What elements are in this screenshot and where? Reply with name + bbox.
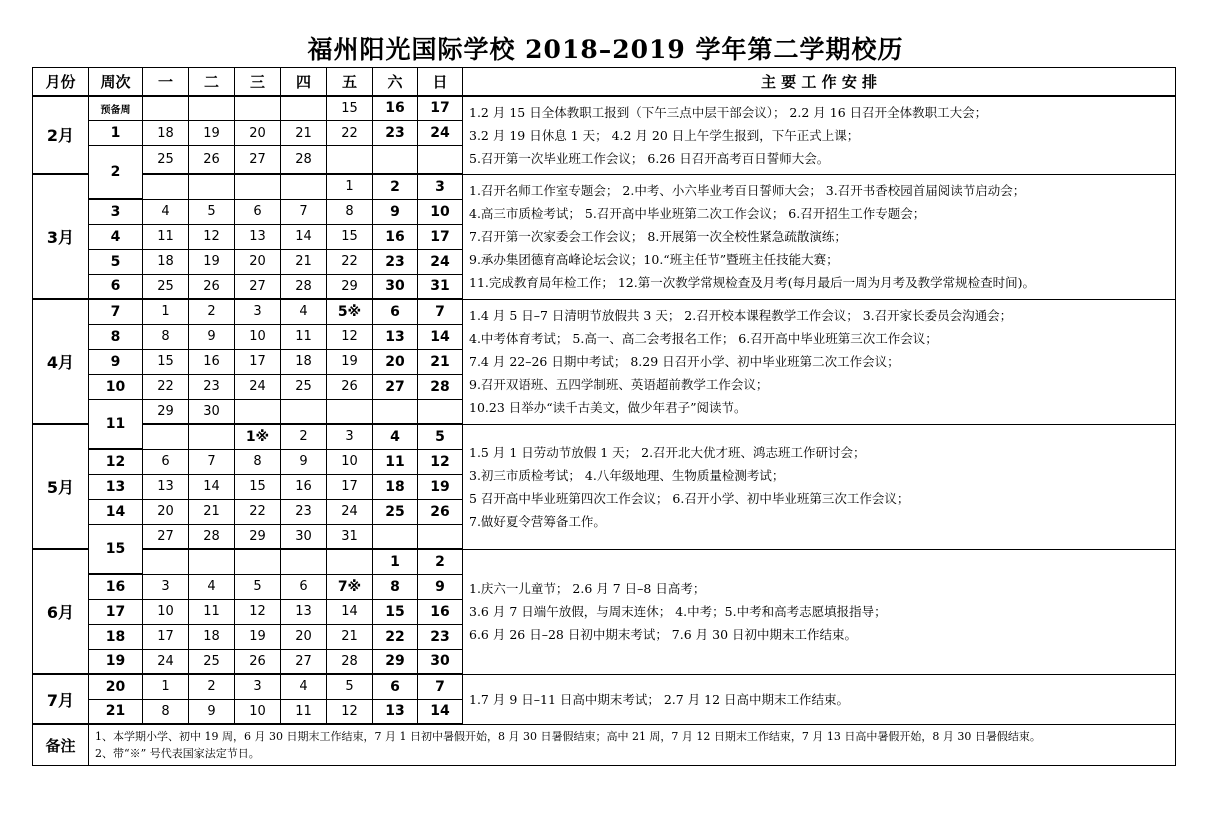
- day-cell: 14: [418, 324, 463, 349]
- day-cell: 12: [235, 599, 281, 624]
- note-line: 1.庆六一儿童节； 2.6 月 7 日–8 日高考；: [469, 581, 706, 596]
- day-cell: 11: [281, 324, 327, 349]
- day-cell: 23: [281, 499, 327, 524]
- month-notes: [463, 549, 1176, 674]
- note-line: 1.5 月 1 日劳动节放假 1 天； 2.召开北大优才班、鸿志班工作研讨会；: [469, 444, 866, 460]
- day-cell: 31: [418, 274, 463, 299]
- day-cell: 30: [281, 524, 327, 549]
- week-number: 1: [89, 121, 143, 146]
- month-notes: [463, 96, 1176, 175]
- month-label: 6月: [33, 549, 89, 674]
- day-cell: 8: [235, 449, 281, 474]
- day-cell: 16: [418, 599, 463, 624]
- day-cell: 5※: [327, 299, 373, 324]
- day-cell: 18: [143, 121, 189, 146]
- day-cell: 14: [189, 474, 235, 499]
- day-cell: 29: [235, 524, 281, 549]
- day-cell: 7: [418, 299, 463, 324]
- day-cell: 24: [143, 649, 189, 674]
- day-cell: [373, 399, 418, 424]
- day-cell: [235, 174, 281, 199]
- day-cell: 8: [143, 699, 189, 724]
- remark-line: 2、带“※” 号代表国家法定节日。: [95, 747, 260, 760]
- day-cell: 10: [327, 449, 373, 474]
- day-cell: 23: [418, 624, 463, 649]
- header-day-4: 四: [281, 68, 327, 96]
- header-day-1: 一: [143, 68, 189, 96]
- day-cell: 1: [327, 174, 373, 199]
- day-cell: 1: [143, 674, 189, 699]
- day-cell: 16: [373, 224, 418, 249]
- day-cell: 24: [235, 374, 281, 399]
- header-day-5: 五: [327, 68, 373, 96]
- day-cell: 13: [235, 224, 281, 249]
- day-cell: 17: [143, 624, 189, 649]
- day-cell: 17: [235, 349, 281, 374]
- day-cell: 17: [418, 96, 463, 121]
- school-calendar-table: [32, 67, 1176, 766]
- day-cell: 21: [189, 499, 235, 524]
- day-cell: 14: [327, 599, 373, 624]
- day-cell: [281, 174, 327, 199]
- day-cell: 26: [327, 374, 373, 399]
- day-cell: [373, 146, 418, 175]
- month-label: 5月: [33, 424, 89, 549]
- week-number: 15: [89, 524, 143, 574]
- day-cell: 22: [327, 249, 373, 274]
- day-cell: 13: [373, 699, 418, 724]
- day-cell: 11: [373, 449, 418, 474]
- month-label: 3月: [33, 174, 89, 299]
- note-line: 7.做好夏令营筹备工作。: [469, 513, 606, 529]
- day-cell: 27: [281, 649, 327, 674]
- day-cell: 16: [189, 349, 235, 374]
- day-cell: 7: [418, 674, 463, 699]
- day-cell: 23: [373, 249, 418, 274]
- month-label: 2月: [33, 96, 89, 175]
- day-cell: [143, 424, 189, 449]
- day-cell: 21: [327, 624, 373, 649]
- day-cell: 3: [327, 424, 373, 449]
- day-cell: 2: [373, 174, 418, 199]
- day-cell: 16: [373, 96, 418, 121]
- day-cell: 20: [235, 249, 281, 274]
- day-cell: [235, 549, 281, 574]
- day-cell: 26: [189, 146, 235, 175]
- day-cell: 12: [189, 224, 235, 249]
- day-cell: 3: [418, 174, 463, 199]
- note-line: 1.召开名师工作室专题会； 2.中考、小六毕业考百日誓师大会； 3.召开书香校园首届阅读节启动会；: [469, 183, 1026, 198]
- day-cell: 25: [281, 374, 327, 399]
- day-cell: 26: [189, 274, 235, 299]
- day-cell: 30: [418, 649, 463, 674]
- header-week: 周次: [89, 68, 143, 96]
- day-cell: 11: [281, 699, 327, 724]
- day-cell: 21: [418, 349, 463, 374]
- remarks-text: [89, 724, 1176, 766]
- week-number: 7: [89, 299, 143, 324]
- month-label: 7月: [33, 674, 89, 724]
- header-day-7: 日: [418, 68, 463, 96]
- remark-line: 1、本学期小学、初中 19 周，6 月 30 日期末工作结束，7 月 1 日初中暑假开始，8 月 30 日暑假结束；高中 21 周，7 月 12 日期末工作结束，7 月 13 日高中暑假开始，8 月 30 日暑假结束。: [95, 730, 1041, 743]
- day-cell: 15: [143, 349, 189, 374]
- day-cell: 2: [281, 424, 327, 449]
- week-number: 18: [89, 624, 143, 649]
- day-cell: [281, 96, 327, 121]
- day-cell: 20: [373, 349, 418, 374]
- month-label: 4月: [33, 299, 89, 424]
- day-cell: 4: [281, 674, 327, 699]
- remarks-label: 备注: [33, 724, 89, 766]
- day-cell: 18: [143, 249, 189, 274]
- day-cell: 19: [189, 121, 235, 146]
- day-cell: 16: [281, 474, 327, 499]
- day-cell: 17: [418, 224, 463, 249]
- day-cell: 6: [373, 674, 418, 699]
- note-line: 1.7 月 9 日–11 日高中期末考试； 2.7 月 12 日高中期末工作结束。: [469, 691, 850, 707]
- week-number: 8: [89, 324, 143, 349]
- week-number: 预备周: [89, 96, 143, 121]
- day-cell: 25: [373, 499, 418, 524]
- note-line: 9.承办集团德育高峰论坛会议；10.“班主任节”暨班主任技能大赛；: [469, 252, 839, 267]
- day-cell: 3: [143, 574, 189, 599]
- day-cell: 22: [373, 624, 418, 649]
- week-number: 20: [89, 674, 143, 699]
- week-number: 13: [89, 474, 143, 499]
- day-cell: [373, 524, 418, 549]
- day-cell: 26: [418, 499, 463, 524]
- day-cell: [143, 549, 189, 574]
- day-cell: 19: [418, 474, 463, 499]
- header-day-2: 二: [189, 68, 235, 96]
- week-number: 5: [89, 249, 143, 274]
- note-line: 11.完成教育局年检工作； 12.第一次教学常规检查及月考(每月最后一周为月考及教学常规检查时间)。: [469, 275, 1035, 290]
- day-cell: 10: [235, 699, 281, 724]
- day-cell: 11: [143, 224, 189, 249]
- day-cell: 28: [281, 146, 327, 175]
- day-cell: 9: [373, 199, 418, 224]
- day-cell: [189, 424, 235, 449]
- day-cell: 1: [143, 299, 189, 324]
- day-cell: 24: [327, 499, 373, 524]
- day-cell: 3: [235, 299, 281, 324]
- day-cell: 21: [281, 249, 327, 274]
- day-cell: 29: [373, 649, 418, 674]
- day-cell: 17: [327, 474, 373, 499]
- day-cell: 27: [373, 374, 418, 399]
- day-cell: 20: [143, 499, 189, 524]
- note-line: 7.4 月 22–26 日期中考试； 8.29 日召开小学、初中毕业班第二次工作会议；: [469, 354, 900, 369]
- day-cell: [235, 399, 281, 424]
- week-number: 9: [89, 349, 143, 374]
- day-cell: 20: [235, 121, 281, 146]
- day-cell: 5: [235, 574, 281, 599]
- day-cell: 7※: [327, 574, 373, 599]
- note-line: 1.2 月 15 日全体教职工报到（下午三点中层干部会议）； 2.2 月 16 日召开全体教职工大会；: [469, 104, 988, 120]
- day-cell: 2: [189, 674, 235, 699]
- day-cell: 28: [418, 374, 463, 399]
- day-cell: 28: [189, 524, 235, 549]
- note-line: 9.召开双语班、五四学制班、英语超前教学工作会议；: [469, 377, 769, 392]
- day-cell: 28: [281, 274, 327, 299]
- week-number: 12: [89, 449, 143, 474]
- day-cell: 2: [189, 299, 235, 324]
- day-cell: 15: [235, 474, 281, 499]
- day-cell: [418, 524, 463, 549]
- day-cell: [327, 146, 373, 175]
- header-day-6: 六: [373, 68, 418, 96]
- day-cell: 4: [143, 199, 189, 224]
- day-cell: 27: [235, 274, 281, 299]
- day-cell: [189, 549, 235, 574]
- day-cell: 12: [327, 699, 373, 724]
- day-cell: 25: [143, 274, 189, 299]
- day-cell: 4: [189, 574, 235, 599]
- day-cell: [281, 399, 327, 424]
- week-number: 3: [89, 199, 143, 224]
- day-cell: 30: [189, 399, 235, 424]
- day-cell: 25: [143, 146, 189, 175]
- header-month: 月份: [33, 68, 89, 96]
- day-cell: 5: [418, 424, 463, 449]
- week-number: 14: [89, 499, 143, 524]
- day-cell: 8: [327, 199, 373, 224]
- note-line: 3.初三市质检考试； 4.八年级地理、生物质量检测考试；: [469, 467, 785, 483]
- week-number: 19: [89, 649, 143, 674]
- week-number: 4: [89, 224, 143, 249]
- day-cell: 22: [143, 374, 189, 399]
- day-cell: 5: [327, 674, 373, 699]
- day-cell: 18: [189, 624, 235, 649]
- note-line: 10.23 日举办“读千古美文，做少年君子”阅读节。: [469, 400, 747, 415]
- note-line: 3.2 月 19 日休息 1 天； 4.2 月 20 日上午学生报到，下午正式上课；: [469, 127, 860, 143]
- day-cell: 19: [189, 249, 235, 274]
- day-cell: 4: [281, 299, 327, 324]
- day-cell: 19: [327, 349, 373, 374]
- day-cell: 2: [418, 549, 463, 574]
- month-notes: [463, 674, 1176, 724]
- day-cell: 7: [281, 199, 327, 224]
- week-number: 10: [89, 374, 143, 399]
- week-number: 6: [89, 274, 143, 299]
- day-cell: 10: [418, 199, 463, 224]
- day-cell: 26: [235, 649, 281, 674]
- day-cell: 19: [235, 624, 281, 649]
- day-cell: 28: [327, 649, 373, 674]
- day-cell: 24: [418, 249, 463, 274]
- day-cell: 9: [418, 574, 463, 599]
- day-cell: 29: [143, 399, 189, 424]
- day-cell: 10: [235, 324, 281, 349]
- day-cell: 6: [373, 299, 418, 324]
- day-cell: [327, 549, 373, 574]
- day-cell: 15: [327, 224, 373, 249]
- month-notes: [463, 424, 1176, 549]
- day-cell: 9: [281, 449, 327, 474]
- day-cell: 8: [143, 324, 189, 349]
- day-cell: 15: [327, 96, 373, 121]
- day-cell: 1: [373, 549, 418, 574]
- header-plan: 主 要 工 作 安 排: [463, 68, 1176, 96]
- day-cell: [189, 96, 235, 121]
- day-cell: 10: [143, 599, 189, 624]
- day-cell: 14: [418, 699, 463, 724]
- day-cell: 5: [189, 199, 235, 224]
- day-cell: 9: [189, 324, 235, 349]
- day-cell: 9: [189, 699, 235, 724]
- day-cell: 18: [281, 349, 327, 374]
- week-number: 11: [89, 399, 143, 449]
- day-cell: [281, 549, 327, 574]
- day-cell: [418, 146, 463, 175]
- note-line: 7.召开第一次家委会工作会议； 8.开展第一次全校性紧急疏散演练；: [469, 229, 847, 244]
- day-cell: [143, 96, 189, 121]
- day-cell: [418, 399, 463, 424]
- month-notes: [463, 299, 1176, 424]
- day-cell: 31: [327, 524, 373, 549]
- day-cell: 27: [143, 524, 189, 549]
- month-notes: [463, 174, 1176, 299]
- day-cell: 23: [189, 374, 235, 399]
- page-title: 福州阳光国际学校 2018–2019 学年第二学期校历: [307, 35, 904, 64]
- day-cell: 22: [327, 121, 373, 146]
- week-number: 2: [89, 146, 143, 200]
- day-cell: 20: [281, 624, 327, 649]
- day-cell: 18: [373, 474, 418, 499]
- note-line: 3.6 月 7 日端午放假，与周末连休； 4.中考；5.中考和高考志愿填报指导；: [469, 604, 887, 619]
- week-number: 21: [89, 699, 143, 724]
- day-cell: 22: [235, 499, 281, 524]
- day-cell: 4: [373, 424, 418, 449]
- day-cell: [327, 399, 373, 424]
- day-cell: 24: [418, 121, 463, 146]
- note-line: 5.召开第一次毕业班工作会议； 6.26 日召开高考百日誓师大会。: [469, 150, 830, 166]
- note-line: 4.中考体育考试； 5.高一、高二会考报名工作； 6.召开高中毕业班第三次工作会议；: [469, 331, 938, 346]
- day-cell: 30: [373, 274, 418, 299]
- day-cell: 27: [235, 146, 281, 175]
- day-cell: [143, 174, 189, 199]
- week-number: 16: [89, 574, 143, 599]
- day-cell: 11: [189, 599, 235, 624]
- header-day-3: 三: [235, 68, 281, 96]
- day-cell: 13: [373, 324, 418, 349]
- day-cell: 29: [327, 274, 373, 299]
- day-cell: 13: [143, 474, 189, 499]
- day-cell: 3: [235, 674, 281, 699]
- note-line: 1.4 月 5 日–7 日清明节放假共 3 天； 2.召开校本课程教学工作会议； 3.召开家长委员会沟通会；: [469, 308, 1013, 323]
- day-cell: 12: [418, 449, 463, 474]
- day-cell: [235, 96, 281, 121]
- day-cell: 12: [327, 324, 373, 349]
- day-cell: 25: [189, 649, 235, 674]
- day-cell: 6: [143, 449, 189, 474]
- note-line: 4.高三市质检考试； 5.召开高中毕业班第二次工作会议； 6.召开招生工作专题会；: [469, 206, 926, 221]
- week-number: 17: [89, 599, 143, 624]
- day-cell: 1※: [235, 424, 281, 449]
- note-line: 6.6 月 26 日–28 日初中期末考试； 7.6 月 30 日初中期末工作结束。: [469, 627, 858, 642]
- day-cell: [189, 174, 235, 199]
- day-cell: 7: [189, 449, 235, 474]
- day-cell: 21: [281, 121, 327, 146]
- day-cell: 14: [281, 224, 327, 249]
- day-cell: 6: [235, 199, 281, 224]
- day-cell: 15: [373, 599, 418, 624]
- note-line: 5 召开高中毕业班第四次工作会议； 6.召开小学、初中毕业班第三次工作会议；: [469, 490, 910, 506]
- day-cell: 13: [281, 599, 327, 624]
- day-cell: 23: [373, 121, 418, 146]
- day-cell: 6: [281, 574, 327, 599]
- day-cell: 8: [373, 574, 418, 599]
